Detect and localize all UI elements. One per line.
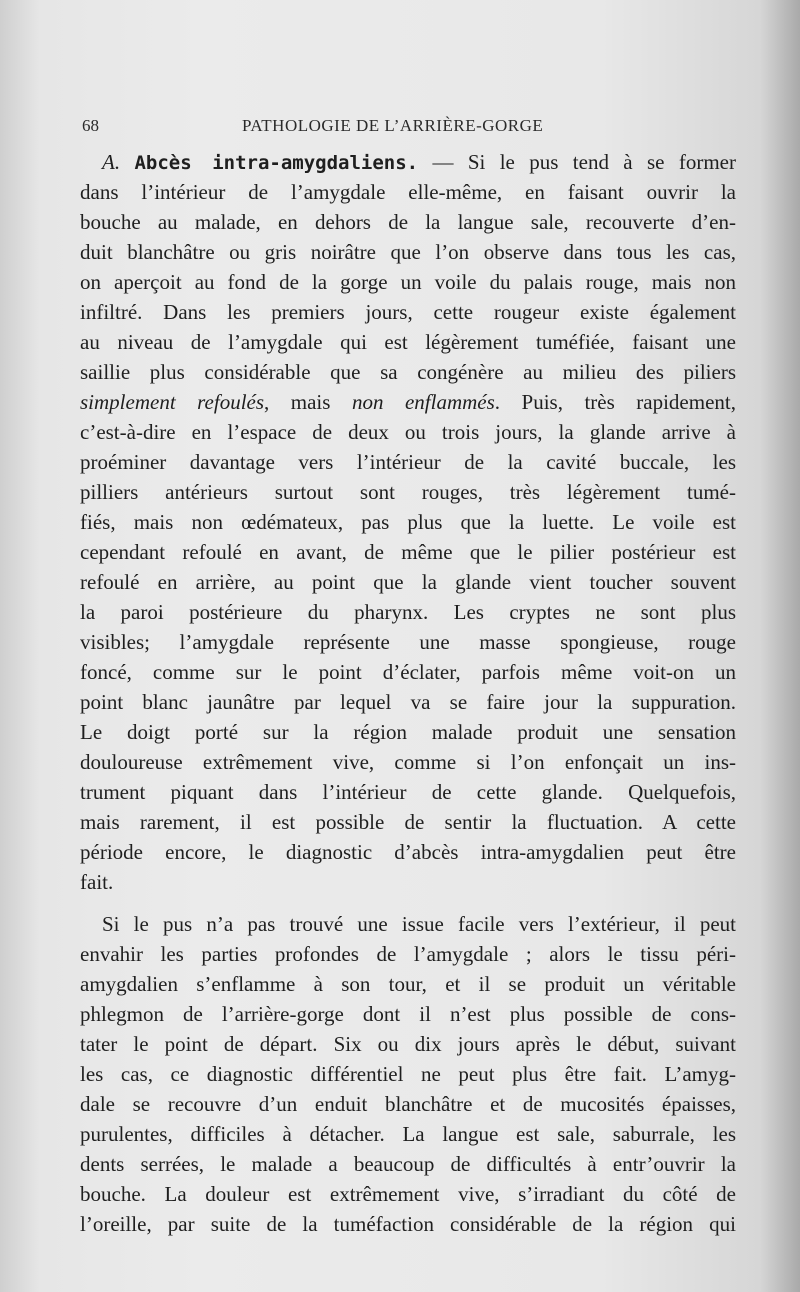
text-line: cependant refoulé en avant, de même que le pilier postérieur est: [80, 540, 736, 564]
section-heading: Abcès intra-amygdaliens.: [134, 152, 419, 174]
text-line: saillie plus considérable que sa congénère au milieu des piliers: [80, 360, 736, 384]
text-line: phlegmon de l’arrière-gorge dont il n’est plus possible de cons-: [80, 1002, 736, 1026]
text-line: bouche au malade, en dehors de la langue sale, recouverte d’en-: [80, 210, 736, 234]
running-title: PATHOLOGIE DE L’ARRIÈRE-GORGE: [242, 116, 544, 135]
page-number: 68: [82, 116, 99, 135]
text-line: mais rarement, il est possible de sentir la fluctuation. A cette: [80, 810, 736, 834]
text-line: pilliers antérieurs surtout sont rouges, très légèrement tumé-: [80, 480, 736, 504]
text-line: les cas, ce diagnostic différentiel ne peut plus être fait. L’amyg-: [80, 1062, 736, 1086]
heading-continuation: — Si le pus tend à se former: [418, 150, 736, 174]
text-line: l’oreille, par suite de la tuméfaction considérable de la région qui: [80, 1212, 736, 1236]
text-line: purulentes, difficiles à détacher. La langue est sale, saburrale, les: [80, 1122, 736, 1146]
text-line: duit blanchâtre ou gris noirâtre que l’on observe dans tous les cas,: [80, 240, 736, 264]
text-line: trument piquant dans l’intérieur de cette glande. Quelquefois,: [80, 780, 736, 804]
emphasis-text: non enflammés: [351, 390, 495, 414]
paragraph-gap: [80, 897, 736, 909]
text-line: bouche. La douleur est extrêmement vive, s’irradiant du côté de: [80, 1182, 736, 1206]
paragraph-abces: [80, 147, 736, 897]
text-line: amygdalien s’enflamme à son tour, et il se produit un véritable: [80, 972, 736, 996]
text-line: la paroi postérieure du pharynx. Les cryptes ne sont plus: [80, 600, 736, 624]
text-line: fait.: [80, 870, 114, 894]
text-line: c’est-à-dire en l’espace de deux ou trois jours, la glande arrive à: [80, 420, 736, 444]
heading-line: [80, 147, 736, 177]
paragraph-phlegmon: [80, 909, 736, 1239]
text-line: envahir les parties profondes de l’amygdale ; alors le tissu péri-: [80, 942, 736, 966]
text-line: douloureuse extrêmement vive, comme si l’on enfonçait un ins-: [80, 750, 736, 774]
inline-text: . Puis, très rapidement,: [494, 390, 736, 414]
text-line: point blanc jaunâtre par lequel va se faire jour la suppuration.: [80, 690, 736, 714]
inline-text: , mais: [264, 390, 352, 414]
text-line-emphasis: [80, 387, 736, 417]
text-line: tater le point de départ. Six ou dix jours après le début, suivant: [80, 1032, 736, 1056]
text-line: Le doigt porté sur la région malade produit une sensation: [80, 720, 736, 744]
text-line: refoulé en arrière, au point que la glande vient toucher souvent: [80, 570, 736, 594]
text-line: période encore, le diagnostic d’abcès intra-amygdalien peut être: [80, 840, 736, 864]
body-text: [80, 147, 736, 1239]
text-line: proéminer davantage vers l’intérieur de la cavité buccale, les: [80, 450, 736, 474]
text-line: visibles; l’amygdale représente une masse spongieuse, rouge: [80, 630, 736, 654]
text-line: Si le pus n’a pas trouvé une issue facile vers l’extérieur, il peut: [102, 912, 736, 936]
text-line: on aperçoit au fond de la gorge un voile du palais rouge, mais non: [80, 270, 736, 294]
text-line: dans l’intérieur de l’amygdale elle-même, en faisant ouvrir la: [80, 180, 736, 204]
text-line: au niveau de l’amygdale qui est légèrement tuméfiée, faisant une: [80, 330, 736, 354]
text-line: infiltré. Dans les premiers jours, cette rougeur existe également: [80, 300, 736, 324]
section-number: A.: [102, 150, 121, 174]
text-line: dale se recouvre d’un enduit blanchâtre et de mucosités épaisses,: [80, 1092, 736, 1116]
emphasis-text: simplement refoulés: [80, 390, 265, 414]
text-line: fiés, mais non œdémateux, pas plus que la luette. Le voile est: [80, 510, 736, 534]
text-line: foncé, comme sur le point d’éclater, parfois même voit-on un: [80, 660, 736, 684]
text-line: dents serrées, le malade a beaucoup de difficultés à entr’ouvrir la: [80, 1152, 736, 1176]
page-header: [82, 116, 742, 140]
